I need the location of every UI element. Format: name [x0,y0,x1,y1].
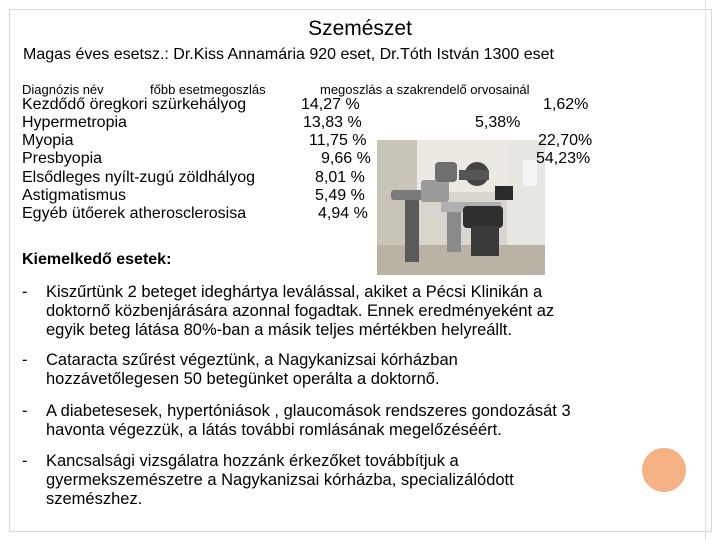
diagnosis-share: 14,27 % [301,96,360,113]
bullet-dash: - [22,402,28,420]
column-header-diagnosis: Diagnózis név [22,82,104,97]
diagnosis-name: Presbyopia [22,150,103,167]
doctor-share: 22,70% [538,132,593,149]
highlight-text: A diabetesesek, hypertóniások , glaucomások rendszeres gondozását 3 havonta végezzük, a látás további romlásának megelőzéséért. [46,402,571,439]
column-header-share: főbb esetmegoszlás [150,82,266,97]
doctor-share: 54,23% [536,150,591,167]
diagnosis-name: Hypermetropia [22,114,127,131]
highlights-heading: Kiemelkedő esetek: [22,251,172,268]
doctor-share: 5,38% [475,114,521,131]
decorative-circle [642,448,686,492]
diagnosis-name: Kezdődő öregkori szürkehályog [22,96,247,113]
diagnosis-name: Elsődleges nyílt-zugú zöldhályog [22,169,256,186]
doctor-share: 1,62% [543,96,589,113]
diagnosis-share: 5,49 % [315,187,365,204]
diagnosis-name: Astigmatismus [22,187,127,204]
column-header-doctor-share: megoszlás a szakrendelő orvosainál [320,82,530,97]
page-title: Szemészet [308,17,412,40]
diagnosis-share: 9,66 % [321,150,371,167]
case-count-subtitle: Magas éves esetsz.: Dr.Kiss Annamária 920 eset, Dr.Tóth István 1300 eset [23,46,554,63]
diagnosis-share: 4,94 % [318,205,368,222]
highlight-text: Cataracta szűrést végeztünk, a Nagykanizsai kórházban hozzávetőlegesen 50 betegünket operálta a doktornő. [46,351,458,388]
bullet-dash: - [22,351,28,369]
highlight-text: Kancsalsági vizsgálatra hozzánk érkezőket továbbítjuk a gyermekszemészetre a Nagykanizsai kórházba, specializálódott szemészhez. [46,452,514,508]
diagnosis-share: 8,01 % [315,169,365,186]
diagnosis-name: Egyéb ütőerek atherosclerosisa [22,205,247,222]
bullet-dash: - [22,283,28,301]
diagnosis-share: 11,75 % [309,132,367,149]
diagnosis-share: 13,83 % [303,114,362,131]
diagnosis-name: Myopia [22,132,74,149]
ophthalmology-exam-room-photo [377,140,545,275]
bullet-dash: - [22,452,28,470]
highlight-text: Kiszűrtünk 2 beteget ideghártya leválással, akiket a Pécsi Klinikán a doktornő közbenjárására azonnal fogadtak. Ennek eredményeként az egyik beteg látása 80%-ban a másik teljes mértékben helyreállt. [46,283,555,339]
